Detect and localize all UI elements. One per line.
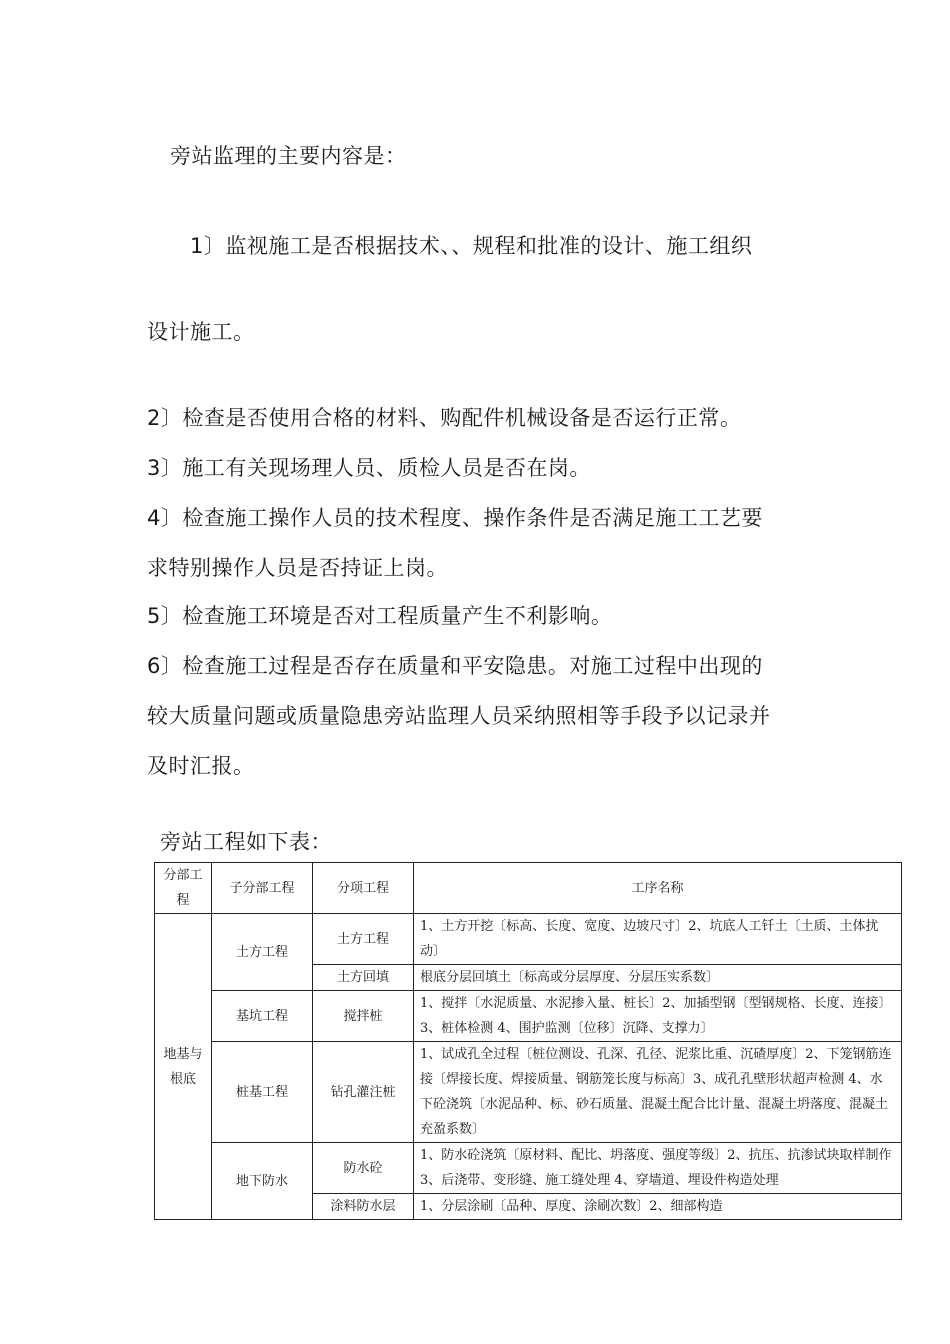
table-row: [155, 991, 902, 1042]
item-text: 求特别操作人员是否持证上岗。: [147, 556, 448, 580]
item-text: 〕检查是否使用合格的材料、购配件机械设备是否运行正常。: [160, 406, 742, 430]
process-cell: 1、防水砼浇筑〔原材料、配比、坍落度、强度等级〕2、抗压、抗渗试块取样制作 3、后浇带、变形缝、施工缝处理 4、穿墙道、埋设件构造处理: [414, 1143, 902, 1194]
table-intro: 旁站工程如下表：: [160, 830, 332, 854]
header-sub-division: 子分部工程: [212, 863, 313, 914]
process-cell: 1、土方开挖〔标高、长度、宽度、边坡尺寸〕2、坑底人工钎土〔土质、土体扰动〕: [414, 914, 902, 965]
table-header-row: [155, 863, 902, 914]
item-cell: 防水砼: [313, 1143, 414, 1194]
table-row: [155, 914, 902, 965]
process-cell: 1、分层涂刷〔品种、厚度、涂刷次数〕2、细部构造: [414, 1194, 902, 1220]
item-number: 1: [190, 234, 204, 258]
item-text: 及时汇报。: [147, 754, 255, 778]
list-item-4-cont: [147, 552, 448, 582]
list-item-1-cont: [147, 316, 255, 346]
item-text: 较大质量问题或质量隐患旁站监理人员采纳照相等手段予以记录并: [147, 704, 771, 728]
item-number: 4: [147, 506, 161, 530]
item-number: 5: [147, 604, 161, 628]
item-text: 〕检查施工过程是否存在质量和平安隐患。对施工过程中出现的: [160, 654, 763, 678]
item-text: 〕监视施工是否根据技术、、规程和批准的设计、施工组织: [203, 234, 753, 258]
process-cell: 根底分层回填土〔标高或分层厚度、分层压实系数〕: [414, 965, 902, 991]
list-item-6: [147, 650, 763, 680]
list-item-1: [190, 230, 752, 260]
list-item-3: [147, 452, 591, 482]
item-text: 〕检查施工环境是否对工程质量产生不利影响。: [160, 604, 613, 628]
table-row: [155, 1042, 902, 1143]
intro-heading: 旁站监理的主要内容是：: [170, 144, 407, 168]
process-cell: 1、搅拌〔水泥质量、水泥掺入量、桩长〕2、加插型钢〔型钢规格、长度、连接〕3、桩体检测 4、围护监测〔位移〕沉降、支撑力〕: [414, 991, 902, 1042]
list-item-4: [147, 502, 763, 532]
header-process: 工序名称: [414, 863, 902, 914]
item-number: 6: [147, 654, 161, 678]
item-cell: 土方回填: [313, 965, 414, 991]
header-division: 分部工程: [155, 863, 212, 914]
item-text: 〕检查施工操作人员的技术程度、操作条件是否满足施工工艺要: [160, 506, 763, 530]
list-item-5: [147, 600, 612, 630]
list-item-6-cont-2: [147, 750, 255, 780]
item-text: 设计施工。: [147, 320, 255, 344]
item-cell: 搅拌桩: [313, 991, 414, 1042]
sub-division-cell: 基坑工程: [212, 991, 313, 1042]
sub-division-cell: 桩基工程: [212, 1042, 313, 1143]
supervision-table: [154, 862, 902, 1220]
item-cell: 土方工程: [313, 914, 414, 965]
process-cell: 1、试成孔全过程〔桩位测设、孔深、孔径、泥浆比重、沉碴厚度〕2、下笼钢筋连接〔焊接长度、焊接质量、钢筋笼长度与标高〕3、成孔孔壁形状超声检测 4、水下砼浇筑〔水泥品种、标、砂石质量、混凝土配合比计量、混凝土坍落度、混凝土充盈系数〕: [414, 1042, 902, 1143]
item-text: 〕施工有关现场理人员、质检人员是否在岗。: [160, 456, 591, 480]
item-number: 3: [147, 456, 161, 480]
item-cell: 钻孔灌注桩: [313, 1042, 414, 1143]
sub-division-cell: 地下防水: [212, 1143, 313, 1220]
list-item-6-cont: [147, 700, 771, 730]
item-number: 2: [147, 406, 161, 430]
header-item: 分项工程: [313, 863, 414, 914]
division-cell: 地基与根底: [155, 914, 212, 1220]
list-item-2: [147, 402, 741, 432]
table-row: [155, 1143, 902, 1194]
sub-division-cell: 土方工程: [212, 914, 313, 991]
item-cell: 涂料防水层: [313, 1194, 414, 1220]
